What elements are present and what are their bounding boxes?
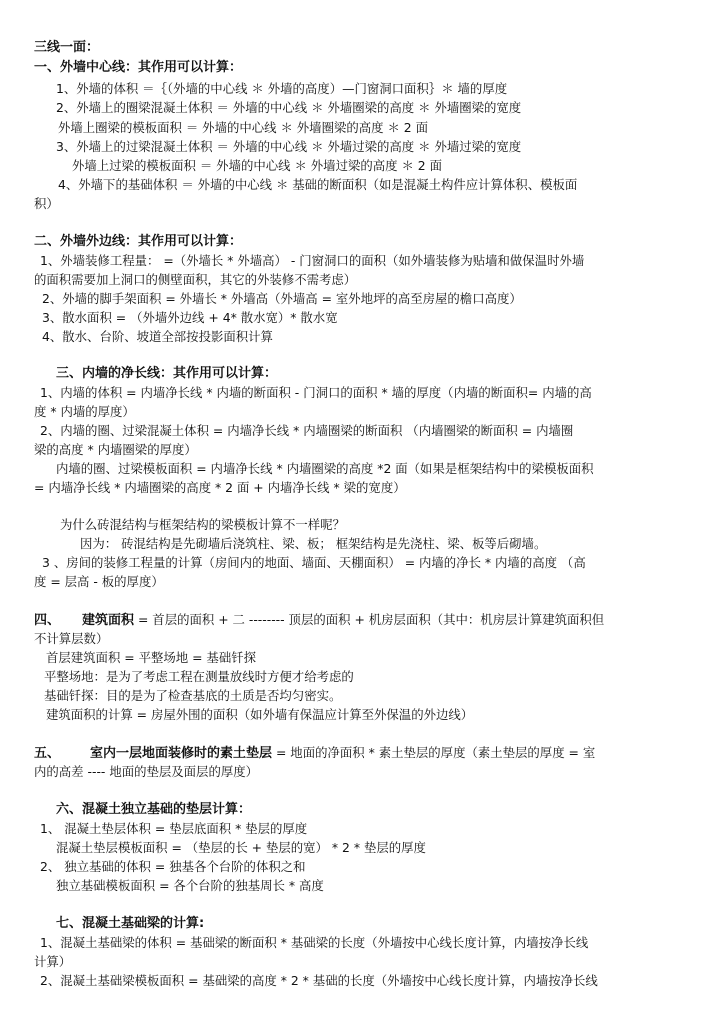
section4-text-a: = 首层的面积 + 二 -------- 顶层的面积 + 机房层面积（其中：机房层计算建筑面积但	[137, 612, 605, 627]
section1-line6a: 4、外墙下的基础体积 ＝ 外墙的中心线 ＊ 基础的断面积（如是混凝土构件应计算体积、模板面	[58, 177, 578, 192]
section4-line2: 平整场地：是为了考虑工程在测量放线时方便才给考虑的	[44, 669, 354, 684]
section3-answer: 因为： 砖混结构是先砌墙后浇筑柱、梁、板； 框架结构是先浇柱、梁、板等后砌墙。	[80, 536, 547, 551]
section4-heading: 建筑面积	[82, 613, 135, 628]
section4-line3: 基础钎探：目的是为了检查基底的土质是否均匀密实。	[44, 688, 342, 703]
section1-line3: 外墙上圈梁的模板面积 ＝ 外墙的中心线 ＊ 外墙圈梁的高度 ＊ 2 面	[58, 120, 429, 135]
section3-question: 为什么砖混结构与框架结构的梁模板计算不一样呢？	[60, 517, 345, 532]
section4-line1: 首层建筑面积 = 平整场地 = 基础钎探	[46, 650, 256, 665]
section3-line2a: 2、内墙的圈、过梁混凝土体积 = 内墙净长线 * 内墙圈梁的断面积 （内墙圈梁的断面积 = 内墙圈	[40, 423, 574, 438]
section3-line4b: 度 = 层高 - 板的厚度）	[34, 574, 164, 589]
section7-line2: 2、混凝土基础梁模板面积 = 基础梁的高度 * 2 * 基础的长度（外墙按中心线长度计算，内墙按净长线	[40, 973, 598, 988]
section6-line2: 混凝土垫层模板面积 = （垫层的长 + 垫层的宽） * 2 * 垫层的厚度	[56, 840, 426, 855]
section5-text-b: 内的高差 ---- 地面的垫层及面层的厚度）	[34, 764, 259, 779]
section2-line3: 3、散水面积 = （外墙外边线 + 4* 散水宽）* 散水宽	[42, 310, 338, 325]
section2-line2: 2、外墙的脚手架面积 = 外墙长 * 外墙高（外墙高 = 室外地坪的高至房屋的檐口高度）	[42, 291, 522, 306]
section1-line2: 2、外墙上的圈梁混凝土体积 ＝ 外墙的中心线 ＊ 外墙圈梁的高度 ＊ 外墙圈梁的宽度	[56, 100, 522, 115]
section7-heading: 七、混凝土基础梁的计算:	[56, 916, 205, 931]
section3-line1a: 1、内墙的体积 = 内墙净长线 * 内墙的断面积 - 门洞口的面积 * 墙的厚度（内墙的断面积= 内墙的高	[40, 385, 592, 400]
section5-number: 五、	[34, 746, 61, 761]
doc-title: 三线一面：	[34, 40, 100, 55]
section1-heading: 一、外墙中心线：其作用可以计算：	[34, 60, 243, 75]
section2-line4: 4、散水、台阶、坡道全部按投影面积计算	[42, 329, 273, 344]
section3-line3b: = 内墙净长线 * 内墙圈梁的高度 * 2 面 + 内墙净长线 * 梁的宽度）	[34, 480, 406, 495]
section4-line4: 建筑面积的计算 = 房屋外围的面积（如外墙有保温应计算至外保温的外边线）	[46, 707, 474, 722]
section6-line1: 1、 混凝土垫层体积 = 垫层底面积 * 垫层的厚度	[40, 821, 308, 836]
section6-line3: 2、 独立基础的体积 = 独基各个台阶的体积之和	[40, 859, 306, 874]
section5-text-a: = 地面的净面积 * 素土垫层的厚度（素土垫层的厚度 = 室	[275, 745, 596, 760]
section5-heading: 室内一层地面装修时的素土垫层	[90, 746, 273, 761]
section2-line1a: 1、外墙装修工程量： =（外墙长 * 外墙高） - 门窗洞口的面积（如外墙装修为贴墙和做保温时外墙	[40, 253, 585, 268]
section4-text-b: 不计算层数）	[34, 631, 109, 646]
section3-line1b: 度 * 内墙的厚度）	[34, 404, 135, 419]
section7-line1a: 1、混凝土基础梁的体积 = 基础梁的断面积 * 基础梁的长度（外墙按中心线长度计算，内墙按净长线	[40, 935, 589, 950]
section1-line4: 3、外墙上的过梁混凝土体积 ＝ 外墙的中心线 ＊ 外墙过梁的高度 ＊ 外墙过梁的宽度	[56, 139, 522, 154]
section5-line	[34, 743, 694, 763]
section6-heading: 六、混凝土独立基础的垫层计算：	[56, 802, 252, 817]
section7-line1b: 计算）	[34, 954, 72, 969]
section2-heading: 二、外墙外边线：其作用可以计算：	[34, 234, 243, 249]
section4-number: 四、	[34, 613, 61, 628]
section6-line4: 独立基础模板面积 = 各个台阶的独基周长 * 高度	[56, 878, 324, 893]
section3-line3a: 内墙的圈、过梁模板面积 = 内墙净长线 * 内墙圈梁的高度 *2 面（如果是框架结构中的梁模板面积	[56, 461, 594, 476]
section2-line1b: 的面积需要加上洞口的侧壁面积，其它的外装修不需考虑）	[34, 272, 357, 287]
section1-line1: 1、外墙的体积 ＝｛（外墙的中心线 ＊ 外墙的高度）—门窗洞口面积｝＊ 墙的厚度	[56, 81, 508, 96]
section1-line5: 外墙上过梁的模板面积 ＝ 外墙的中心线 ＊ 外墙过梁的高度 ＊ 2 面	[72, 158, 443, 173]
section3-line4a: 3 、房间的装修工程量的计算（房间内的地面、墙面、天棚面积） = 内墙的净长 * 内墙的高度 （高	[42, 555, 586, 570]
section3-heading: 三、内墙的净长线：其作用可以计算：	[56, 366, 278, 381]
section4-line	[34, 610, 694, 630]
section3-line2b: 梁的高度 * 内墙圈梁的厚度）	[34, 442, 197, 457]
section1-line6b: 积）	[34, 196, 59, 211]
